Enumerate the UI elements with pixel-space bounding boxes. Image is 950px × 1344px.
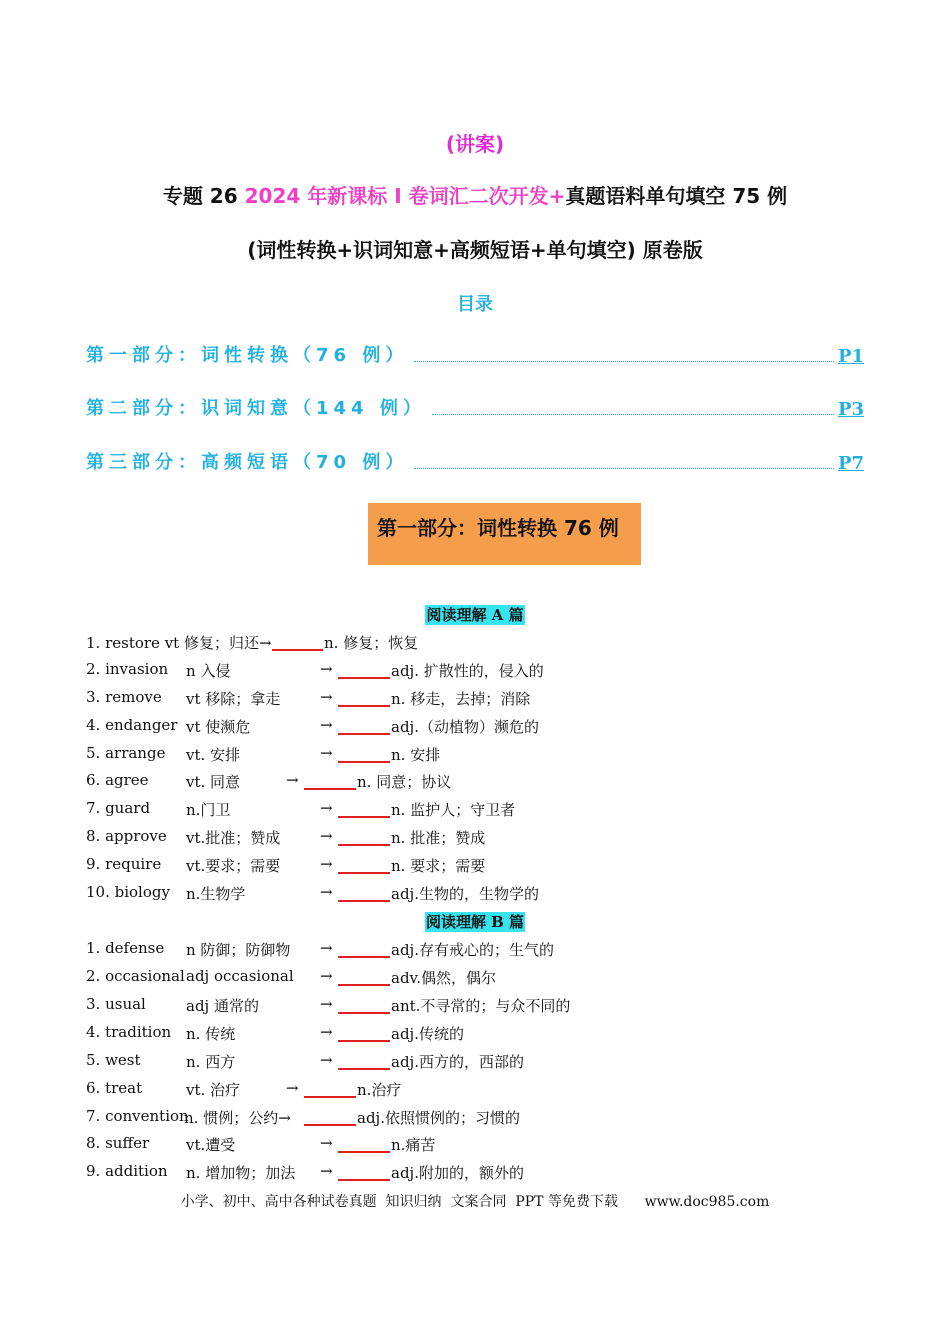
vocab-word: 3. usual <box>86 995 146 1013</box>
toc-title: 目录 <box>457 294 493 315</box>
answer-blank[interactable] <box>304 771 356 790</box>
subsection-a-title: 阅读理解 A 篇 <box>426 606 524 624</box>
vocab-word: 4. endanger <box>86 716 178 734</box>
answer-blank[interactable] <box>338 799 390 818</box>
vocab-pos: vt.要求；需要 <box>186 857 281 875</box>
toc-page-link[interactable]: P1 <box>837 346 864 367</box>
answer-blank[interactable] <box>338 1051 390 1070</box>
title-highlight: 2024 年新课标 I 卷词汇二次开发+ <box>244 184 566 208</box>
vocab-target: n. 安排 <box>391 746 441 764</box>
vocab-target: n.治疗 <box>357 1081 402 1099</box>
toc-page-link[interactable]: P7 <box>837 453 864 474</box>
vocab-pos: n 防御；防御物 <box>186 941 291 959</box>
vocab-target: n. 修复；恢复 <box>324 634 419 652</box>
vocab-target: adj.存有戒心的；生气的 <box>391 941 554 959</box>
vocab-target: n. 批准；赞成 <box>391 829 486 847</box>
vocab-pos: vt. 治疗 <box>186 1081 241 1099</box>
vocab-pos: n. 惯例；公约→ <box>184 1109 291 1127</box>
page-title <box>0 180 950 209</box>
vocab-word: 6. treat <box>86 1079 143 1097</box>
vocab-word: 10. biology <box>86 883 170 901</box>
vocab-target: adj.西方的，西部的 <box>391 1053 524 1071</box>
vocab-word: 1. defense <box>86 939 165 957</box>
vocab-pos: n.生物学 <box>186 885 246 903</box>
vocab-word: 7. convention <box>86 1107 189 1125</box>
subsection-b-title: 阅读理解 B 篇 <box>425 913 525 931</box>
vocab-word: 5. west <box>86 1051 141 1069</box>
vocab-word: 9. require <box>86 855 162 873</box>
page-subtitle: (词性转换+识词知意+高频短语+单句填空) 原卷版 <box>247 238 703 262</box>
vocab-pos: n. 增加物；加法 <box>186 1164 296 1182</box>
vocab-target: adv.偶然，偶尔 <box>391 969 497 987</box>
vocab-pos: vt 使濒危 <box>186 718 251 736</box>
vocab-pos: n.门卫 <box>186 801 231 819</box>
vocab-target: n. 同意；协议 <box>357 773 452 791</box>
answer-blank[interactable] <box>338 939 390 958</box>
vocab-word: 6. agree <box>86 771 149 789</box>
vocab-pos: vt 移除；拿走 <box>186 690 281 708</box>
vocab-word: 7. guard <box>86 799 151 817</box>
arrow-icon: → <box>320 716 333 734</box>
arrow-icon: → <box>320 799 333 817</box>
arrow-icon: → <box>320 883 333 901</box>
lecture-label: (讲案) <box>445 132 505 156</box>
answer-blank[interactable] <box>338 1162 390 1181</box>
vocab-word: 2. invasion <box>86 660 169 678</box>
arrow-icon: → <box>286 1079 299 1097</box>
vocab-word: 9. addition <box>86 1162 168 1180</box>
vocab-pos: vt. 安排 <box>186 746 241 764</box>
arrow-icon: → <box>320 939 333 957</box>
vocab-target: adj.（动植物）濒危的 <box>391 718 539 736</box>
toc-leader-dots <box>414 361 834 362</box>
arrow-icon: → <box>320 1023 333 1041</box>
vocab-pos: adj 通常的 <box>186 997 259 1015</box>
answer-blank[interactable] <box>338 716 390 735</box>
vocab-word: 5. arrange <box>86 744 166 762</box>
arrow-icon: → <box>320 827 333 845</box>
vocab-target: adj. 扩散性的，侵入的 <box>391 662 544 680</box>
vocab-target: adj.附加的，额外的 <box>391 1164 524 1182</box>
arrow-icon: → <box>286 771 299 789</box>
toc-item-label: 第二部分：识词知意（144 例） <box>86 398 426 419</box>
vocab-pos: n. 传统 <box>186 1025 236 1043</box>
answer-blank[interactable] <box>338 744 390 763</box>
arrow-icon: → <box>320 1051 333 1069</box>
arrow-icon: → <box>320 688 333 706</box>
answer-blank[interactable] <box>272 632 323 651</box>
answer-blank[interactable] <box>338 660 390 679</box>
vocab-target: n. 监护人；守卫者 <box>391 801 516 819</box>
vocab-target: ant.不寻常的；与众不同的 <box>391 997 571 1015</box>
arrow-icon: → <box>320 744 333 762</box>
vocab-pos: n. 西方 <box>186 1053 236 1071</box>
toc-leader-dots <box>432 414 834 415</box>
vocab-word: 1. restore vt 修复；归还→ <box>86 634 272 652</box>
answer-blank[interactable] <box>338 855 390 874</box>
vocab-target: adj.依照惯例的；习惯的 <box>357 1109 520 1127</box>
title-prefix: 专题 26 <box>162 184 245 208</box>
vocab-target: adj.传统的 <box>391 1025 464 1043</box>
title-suffix: 真题语料单句填空 75 例 <box>565 184 788 208</box>
answer-blank[interactable] <box>304 1079 356 1098</box>
answer-blank[interactable] <box>338 995 390 1014</box>
arrow-icon: → <box>320 995 333 1013</box>
answer-blank[interactable] <box>338 967 390 986</box>
vocab-pos: vt.遭受 <box>186 1136 236 1154</box>
toc-page-link[interactable]: P3 <box>837 399 864 420</box>
vocab-pos: vt.批准；赞成 <box>186 829 281 847</box>
answer-blank[interactable] <box>338 1023 390 1042</box>
vocab-pos: n 入侵 <box>186 662 231 680</box>
toc-item-part-2[interactable] <box>86 396 864 420</box>
toc-item-part-3[interactable] <box>86 450 864 474</box>
vocab-word: 2. occasional <box>86 967 185 985</box>
arrow-icon: → <box>320 967 333 985</box>
vocab-word: 8. suffer <box>86 1134 150 1152</box>
arrow-icon: → <box>320 1162 333 1180</box>
answer-blank[interactable] <box>338 883 390 902</box>
arrow-icon: → <box>320 660 333 678</box>
page-footer: 小学、初中、高中各种试卷真题 知识归纳 文案合同 PPT 等免费下载 www.doc985.com <box>180 1194 770 1210</box>
toc-item-label: 第三部分：高频短语（70 例） <box>86 452 409 473</box>
answer-blank[interactable] <box>338 1134 390 1153</box>
subsection-b-heading <box>0 911 950 932</box>
toc-leader-dots <box>414 468 834 469</box>
subsection-a-heading <box>0 604 950 625</box>
toc-item-part-1[interactable] <box>86 343 864 367</box>
arrow-icon: → <box>320 1134 333 1152</box>
vocab-pos: vt. 同意 <box>186 773 241 791</box>
vocab-target: n.痛苦 <box>391 1136 436 1154</box>
arrow-icon: → <box>320 855 333 873</box>
answer-blank[interactable] <box>338 688 390 707</box>
vocab-target: n. 要求；需要 <box>391 857 486 875</box>
answer-blank[interactable] <box>304 1107 356 1126</box>
vocab-target: adj.生物的，生物学的 <box>391 885 539 903</box>
vocab-pos: adj occasional <box>186 967 294 985</box>
section-heading: 第一部分：词性转换 76 例 <box>368 503 641 565</box>
vocab-word: 3. remove <box>86 688 162 706</box>
vocab-target: n. 移走，去掉；消除 <box>391 690 531 708</box>
vocab-word: 4. tradition <box>86 1023 172 1041</box>
vocab-word: 8. approve <box>86 827 167 845</box>
answer-blank[interactable] <box>338 827 390 846</box>
toc-item-label: 第一部分：词性转换（76 例） <box>86 345 409 366</box>
